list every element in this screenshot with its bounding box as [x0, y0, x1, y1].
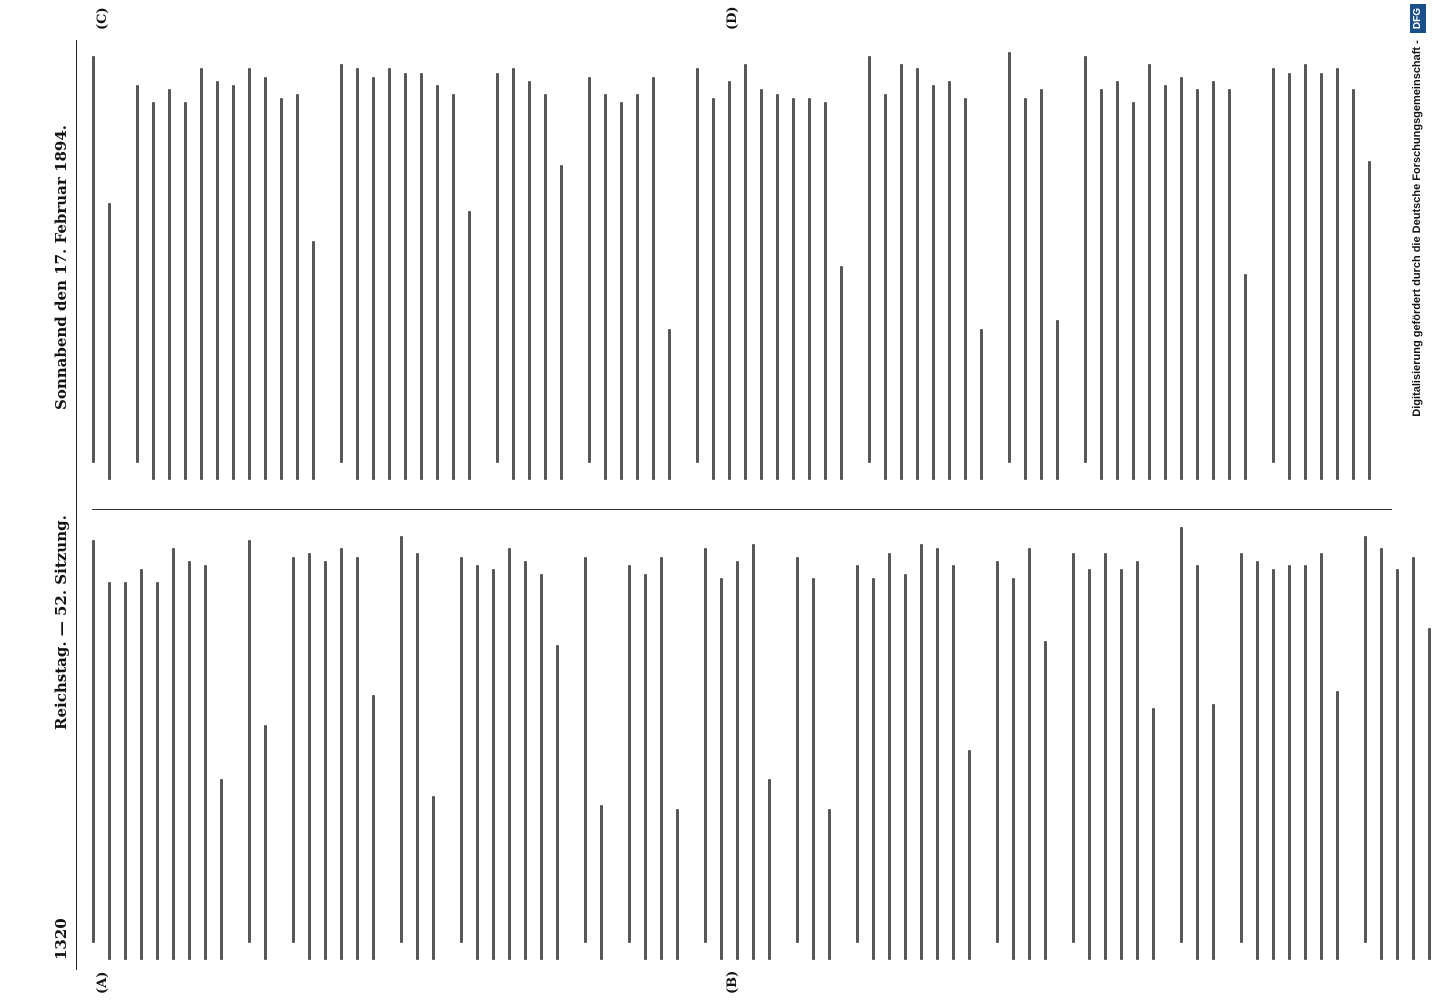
- text-line-placeholder: [312, 241, 315, 480]
- text-line-placeholder: [676, 809, 679, 960]
- text-line-placeholder: [1228, 89, 1231, 480]
- page-header: [0, 0, 70, 1000]
- paragraph-gap: [124, 60, 136, 480]
- text-line-placeholder: [900, 64, 903, 480]
- text-line-placeholder: [884, 94, 887, 480]
- text-line-placeholder: [172, 548, 175, 960]
- text-line-placeholder: [248, 540, 251, 943]
- text-line-placeholder: [512, 68, 515, 480]
- paragraph-gap: [236, 540, 248, 960]
- text-line-placeholder: [524, 561, 527, 960]
- text-line-placeholder: [1120, 569, 1123, 960]
- text-line-placeholder: [760, 89, 763, 480]
- text-line-placeholder: [1024, 98, 1027, 480]
- text-line-placeholder: [1100, 89, 1103, 480]
- paragraph-gap: [388, 540, 400, 960]
- text-line-placeholder: [1040, 89, 1043, 480]
- text-line-placeholder: [324, 561, 327, 960]
- text-line-placeholder: [1196, 89, 1199, 480]
- text-line-placeholder: [1164, 85, 1167, 480]
- page-number: 1320: [52, 918, 70, 960]
- text-line-placeholder: [124, 582, 127, 960]
- paragraph-gap: [996, 60, 1008, 480]
- paragraph-gap: [692, 540, 704, 960]
- dfg-logo: DFG: [1410, 4, 1426, 33]
- text-line-placeholder: [952, 565, 955, 960]
- paragraph-gap: [616, 540, 628, 960]
- paragraph-gap: [1384, 60, 1396, 480]
- text-line-placeholder: [1084, 56, 1087, 463]
- text-line-placeholder: [292, 557, 295, 943]
- paragraph-gap: [1060, 540, 1072, 960]
- text-line-placeholder: [356, 557, 359, 960]
- text-line-placeholder: [264, 725, 267, 960]
- text-column-left: [92, 540, 1412, 960]
- text-line-placeholder: [752, 544, 755, 960]
- text-line-placeholder: [1396, 569, 1399, 960]
- text-line-placeholder: [216, 81, 219, 480]
- text-line-placeholder: [204, 565, 207, 960]
- text-line-placeholder: [184, 102, 187, 480]
- text-line-placeholder: [736, 561, 739, 960]
- text-line-placeholder: [828, 809, 831, 960]
- text-line-placeholder: [200, 68, 203, 480]
- text-line-placeholder: [1212, 81, 1215, 480]
- text-line-placeholder: [920, 544, 923, 960]
- text-line-placeholder: [1116, 81, 1119, 480]
- text-line-placeholder: [1256, 561, 1259, 960]
- text-line-placeholder: [744, 64, 747, 480]
- text-line-placeholder: [996, 561, 999, 943]
- text-line-placeholder: [628, 565, 631, 943]
- text-line-placeholder: [388, 68, 391, 480]
- header-rule: [76, 40, 77, 970]
- text-line-placeholder: [1320, 73, 1323, 480]
- paragraph-gap: [1352, 540, 1364, 960]
- text-line-placeholder: [948, 81, 951, 480]
- text-line-placeholder: [1304, 565, 1307, 960]
- column-divider: [92, 509, 1392, 510]
- text-line-placeholder: [108, 203, 111, 480]
- dfg-note-text: Digitalisierung gefördert durch die Deutsche Forschungsgemeinschaft -: [1411, 40, 1423, 417]
- text-line-placeholder: [1180, 527, 1183, 943]
- text-line-placeholder: [1352, 89, 1355, 480]
- text-line-placeholder: [308, 553, 311, 960]
- text-line-placeholder: [280, 98, 283, 480]
- paragraph-gap: [1072, 60, 1084, 480]
- text-line-placeholder: [92, 540, 95, 943]
- margin-letter-d: (D): [725, 6, 740, 30]
- text-line-placeholder: [1288, 73, 1291, 480]
- text-line-placeholder: [1336, 691, 1339, 960]
- text-line-placeholder: [768, 779, 771, 960]
- text-line-placeholder: [1132, 102, 1135, 480]
- text-line-placeholder: [1272, 569, 1275, 960]
- text-line-placeholder: [340, 64, 343, 463]
- text-line-placeholder: [1196, 565, 1199, 960]
- text-line-placeholder: [188, 561, 191, 960]
- text-line-placeholder: [1212, 704, 1215, 960]
- text-line-placeholder: [720, 578, 723, 960]
- text-line-placeholder: [840, 266, 843, 480]
- text-line-placeholder: [824, 102, 827, 480]
- paragraph-gap: [1260, 60, 1272, 480]
- text-line-placeholder: [712, 98, 715, 480]
- paragraph-gap: [448, 540, 460, 960]
- text-line-placeholder: [1272, 68, 1275, 463]
- text-line-placeholder: [452, 94, 455, 480]
- text-line-placeholder: [248, 68, 251, 480]
- margin-letter-a: (A): [95, 971, 110, 994]
- text-line-placeholder: [604, 94, 607, 480]
- text-line-placeholder: [372, 77, 375, 480]
- text-line-placeholder: [1368, 161, 1371, 480]
- text-line-placeholder: [1180, 77, 1183, 480]
- text-line-placeholder: [156, 582, 159, 960]
- text-line-placeholder: [1028, 548, 1031, 960]
- text-line-placeholder: [420, 73, 423, 480]
- text-line-placeholder: [436, 85, 439, 480]
- text-line-placeholder: [92, 56, 95, 463]
- text-line-placeholder: [372, 695, 375, 960]
- text-line-placeholder: [584, 557, 587, 943]
- text-line-placeholder: [916, 68, 919, 480]
- text-column-right: [92, 60, 1412, 480]
- text-line-placeholder: [1336, 68, 1339, 480]
- paragraph-gap: [984, 540, 996, 960]
- text-line-placeholder: [544, 94, 547, 480]
- text-line-placeholder: [1320, 553, 1323, 960]
- text-line-placeholder: [660, 557, 663, 960]
- text-line-placeholder: [540, 574, 543, 960]
- text-line-placeholder: [468, 211, 471, 480]
- text-line-placeholder: [668, 329, 671, 480]
- text-line-placeholder: [1136, 561, 1139, 960]
- text-line-placeholder: [1244, 274, 1247, 480]
- paragraph-gap: [572, 540, 584, 960]
- paragraph-gap: [328, 60, 340, 480]
- text-line-placeholder: [432, 796, 435, 960]
- text-line-placeholder: [776, 94, 779, 480]
- text-line-placeholder: [556, 645, 559, 960]
- text-line-placeholder: [812, 578, 815, 960]
- paragraph-gap: [576, 60, 588, 480]
- text-line-placeholder: [1008, 52, 1011, 464]
- text-line-placeholder: [400, 536, 403, 943]
- paragraph-gap: [484, 60, 496, 480]
- text-line-placeholder: [108, 582, 111, 960]
- text-line-placeholder: [492, 569, 495, 960]
- session-title: Reichstag. — 52. Sitzung.: [52, 515, 70, 730]
- text-line-placeholder: [528, 81, 531, 480]
- text-line-placeholder: [728, 81, 731, 480]
- text-line-placeholder: [404, 73, 407, 480]
- text-line-placeholder: [220, 779, 223, 960]
- text-line-placeholder: [872, 578, 875, 960]
- text-line-placeholder: [496, 73, 499, 464]
- text-line-placeholder: [644, 574, 647, 960]
- text-line-placeholder: [932, 85, 935, 480]
- text-line-placeholder: [588, 77, 591, 463]
- text-line-placeholder: [264, 77, 267, 480]
- text-line-placeholder: [868, 56, 871, 463]
- text-line-placeholder: [1056, 320, 1059, 480]
- paragraph-gap: [280, 540, 292, 960]
- text-line-placeholder: [168, 89, 171, 480]
- text-line-placeholder: [1104, 553, 1107, 960]
- text-line-placeholder: [796, 557, 799, 943]
- text-line-placeholder: [936, 548, 939, 960]
- text-line-placeholder: [1148, 64, 1151, 480]
- text-line-placeholder: [792, 98, 795, 480]
- text-line-placeholder: [1364, 536, 1367, 943]
- text-line-placeholder: [136, 85, 139, 463]
- paragraph-gap: [1228, 540, 1240, 960]
- text-line-placeholder: [416, 553, 419, 960]
- text-line-placeholder: [652, 77, 655, 480]
- text-line-placeholder: [1012, 578, 1015, 960]
- text-line-placeholder: [600, 805, 603, 960]
- dfg-attribution: [1404, 0, 1430, 1000]
- paragraph-gap: [784, 540, 796, 960]
- text-line-placeholder: [1304, 64, 1307, 480]
- text-line-placeholder: [1288, 565, 1291, 960]
- text-line-placeholder: [476, 565, 479, 960]
- text-line-placeholder: [140, 569, 143, 960]
- text-line-placeholder: [636, 94, 639, 480]
- text-line-placeholder: [1380, 548, 1383, 960]
- text-line-placeholder: [232, 85, 235, 480]
- text-line-placeholder: [704, 548, 707, 943]
- text-line-placeholder: [696, 68, 699, 463]
- text-line-placeholder: [1072, 553, 1075, 944]
- text-line-placeholder: [1044, 641, 1047, 960]
- paragraph-gap: [1168, 540, 1180, 960]
- paragraph-gap: [856, 60, 868, 480]
- text-line-placeholder: [356, 68, 359, 480]
- text-line-placeholder: [888, 553, 891, 960]
- text-line-placeholder: [904, 574, 907, 960]
- text-line-placeholder: [152, 102, 155, 480]
- text-line-placeholder: [808, 98, 811, 480]
- margin-letter-c: (C): [95, 7, 110, 30]
- text-line-placeholder: [968, 750, 971, 960]
- text-line-placeholder: [980, 329, 983, 480]
- text-line-placeholder: [508, 548, 511, 960]
- text-line-placeholder: [1088, 569, 1091, 960]
- text-line-placeholder: [1240, 553, 1243, 944]
- paragraph-gap: [844, 540, 856, 960]
- text-line-placeholder: [620, 102, 623, 480]
- margin-letter-b: (B): [725, 970, 740, 994]
- text-line-placeholder: [340, 548, 343, 960]
- text-line-placeholder: [1152, 708, 1155, 960]
- paragraph-gap: [684, 60, 696, 480]
- text-line-placeholder: [296, 94, 299, 480]
- text-line-placeholder: [460, 557, 463, 943]
- session-date: Sonnabend den 17. Februar 1894.: [52, 125, 70, 410]
- text-line-placeholder: [856, 565, 859, 943]
- text-line-placeholder: [964, 98, 967, 480]
- text-line-placeholder: [560, 165, 563, 480]
